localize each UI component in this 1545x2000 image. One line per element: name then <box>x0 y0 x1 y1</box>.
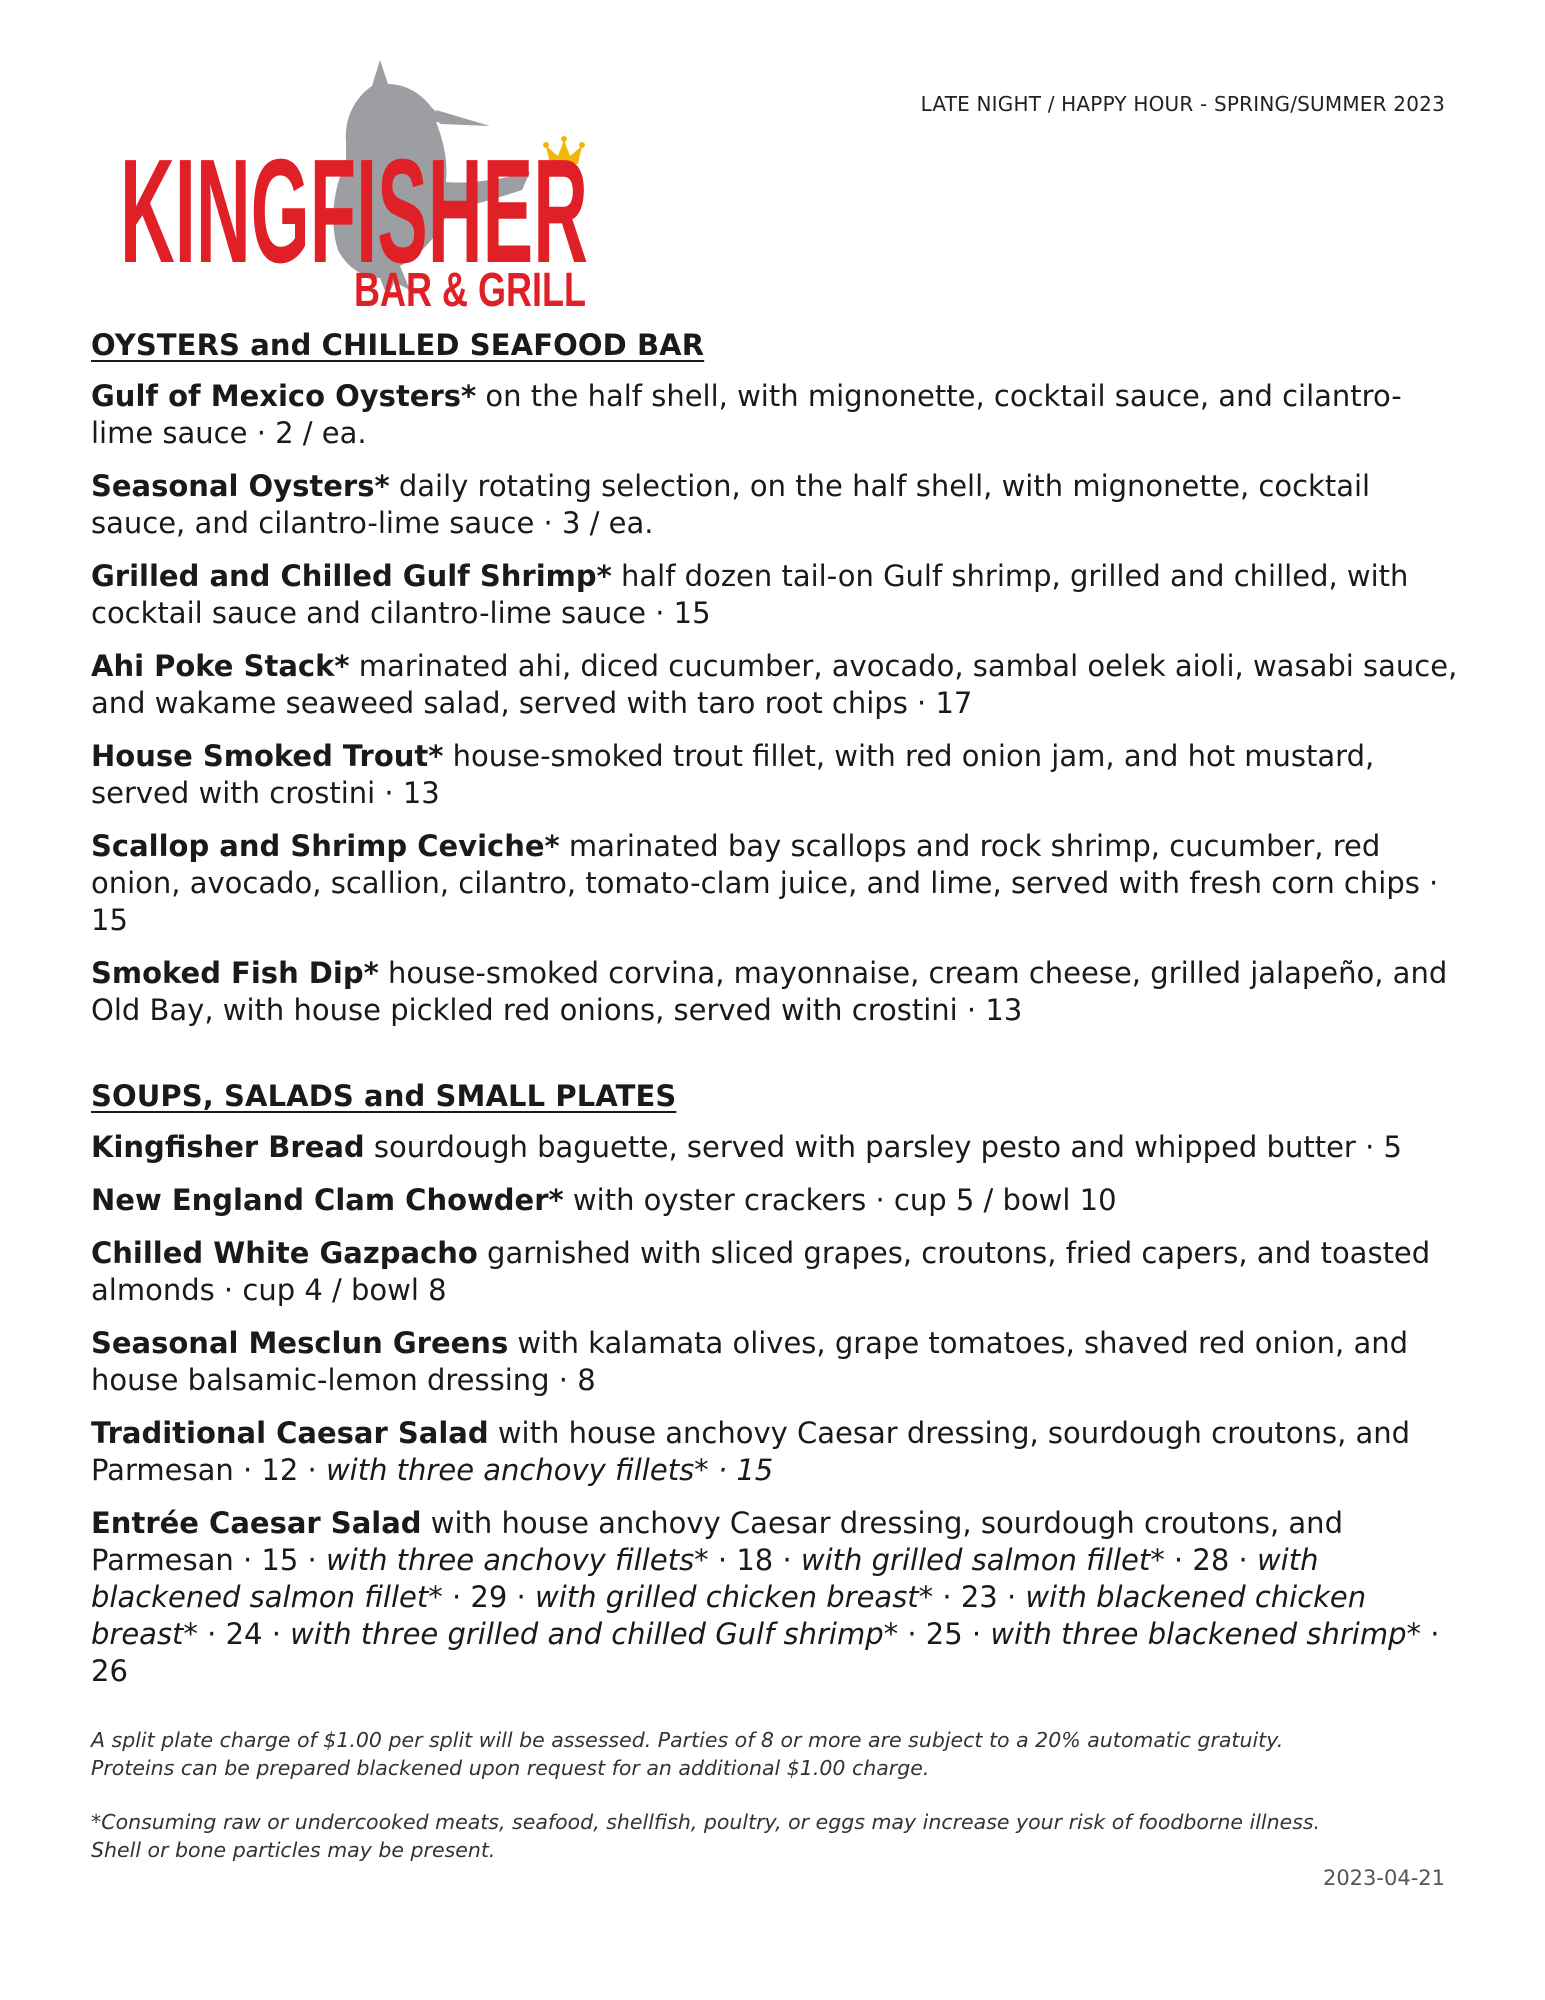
split-plate-note: A split plate charge of $1.00 per split will be assessed. Parties of 8 or more are subject to a 20% automatic gratuity. <box>91 1728 1284 1752</box>
item-name: Gulf of Mexico Oysters* <box>91 379 477 413</box>
option-price: · 29 · <box>442 1580 535 1614</box>
item-name: Ahi Poke Stack* <box>91 649 350 683</box>
menu-item-mesclun-greens <box>91 1325 1461 1399</box>
menu-item-clam-chowder <box>91 1182 1461 1219</box>
item-option: with blackened chicken breast* <box>91 1580 1367 1651</box>
item-description: with house anchovy Caesar dressing, sourdough croutons, and Parmesan · 15 · <box>91 1506 1343 1577</box>
item-description: house-smoked trout fillet, with red onion jam, and hot mustard, served with crostini · 13 <box>91 739 1375 810</box>
menu-item-entree-caesar <box>91 1505 1461 1690</box>
menu-item-white-gazpacho <box>91 1235 1461 1309</box>
item-option: with grilled chicken breast* <box>534 1580 934 1614</box>
item-name: Seasonal Mesclun Greens <box>91 1326 509 1360</box>
option-price: · 18 · <box>708 1543 801 1577</box>
menu-item-gulf-shrimp <box>91 558 1461 632</box>
item-description: sourdough baguette, served with parsley pesto and whipped butter · 5 <box>364 1130 1402 1164</box>
item-name: House Smoked Trout* <box>91 739 444 773</box>
item-name: Chilled White Gazpacho <box>91 1236 478 1270</box>
menu-item-ceviche <box>91 828 1461 939</box>
menu-item-smoked-fish-dip <box>91 955 1461 1029</box>
option-price: · 23 · <box>933 1580 1026 1614</box>
section-oysters-chilled-seafood <box>91 328 1461 1029</box>
item-name: Kingfisher Bread <box>91 1130 365 1164</box>
item-description: marinated bay scallops and rock shrimp, cucumber, red onion, avocado, scallion, cilantro, tomato-clam juice, and lime, served with fresh corn chips · 15 <box>91 829 1439 937</box>
item-name: Smoked Fish Dip* <box>91 956 379 990</box>
item-description: daily rotating selection, on the half shell, with mignonette, cocktail sauce, and cilantro-lime sauce · 3 / ea. <box>91 469 1371 540</box>
item-description: on the half shell, with mignonette, cocktail sauce, and cilantro-lime sauce · 2 / ea. <box>91 379 1402 450</box>
item-option: with three anchovy fillets* · 15 <box>325 1453 774 1487</box>
menu-item-ahi-poke-stack <box>91 648 1461 722</box>
item-description: with house anchovy Caesar dressing, sourdough croutons, and Parmesan · 12 · <box>91 1416 1411 1487</box>
item-description: marinated ahi, diced cucumber, avocado, sambal oelek aioli, wasabi sauce, and wakame seaweed salad, served with taro root chips · 17 <box>91 649 1458 720</box>
document-date: 2023-04-21 <box>1322 1866 1445 1890</box>
item-description: with oyster crackers · cup 5 / bowl 10 <box>563 1183 1117 1217</box>
section-soups-salads-small-plates <box>91 1079 1461 1690</box>
section-title: SOUPS, SALADS and SMALL PLATES <box>91 1079 677 1113</box>
item-name: Entrée Caesar Salad <box>91 1506 422 1540</box>
shell-bone-note: Shell or bone particles may be present. <box>91 1838 496 1862</box>
item-description: house-smoked corvina, mayonnaise, cream cheese, grilled jalapeño, and Old Bay, with house pickled red onions, served with crostini · 13 <box>91 956 1448 1027</box>
menu-item-seasonal-oysters <box>91 468 1461 542</box>
menu-footnotes <box>91 1726 1461 1864</box>
option-price: · 26 <box>91 1617 1440 1688</box>
option-price: · 25 · <box>898 1617 991 1651</box>
option-price: · 28 · <box>1164 1543 1257 1577</box>
item-name: Scallop and Shrimp Ceviche* <box>91 829 560 863</box>
logo-wordmark: KINGFISHER <box>120 129 588 294</box>
item-option: with grilled salmon fillet* <box>800 1543 1165 1577</box>
menu-item-smoked-trout <box>91 738 1461 812</box>
item-option: with three anchovy fillets* <box>325 1543 709 1577</box>
item-description: garnished with sliced grapes, croutons, fried capers, and toasted almonds · cup 4 / bowl 8 <box>91 1236 1431 1307</box>
item-option: with blackened salmon fillet* <box>91 1543 1319 1614</box>
kingfisher-logo <box>118 50 608 312</box>
menu-item-kingfisher-bread <box>91 1129 1461 1166</box>
section-title: OYSTERS and CHILLED SEAFOOD BAR <box>91 328 705 362</box>
item-name: Grilled and Chilled Gulf Shrimp* <box>91 559 612 593</box>
consumer-advisory: *Consuming raw or undercooked meats, seafood, shellfish, poultry, or eggs may increase your risk of foodborne illness. <box>91 1810 1321 1834</box>
item-description: half dozen tail-on Gulf shrimp, grilled and chilled, with cocktail sauce and cilantro-lime sauce · 15 <box>91 559 1409 630</box>
menu-content <box>91 328 1461 1706</box>
logo-subtitle: BAR & GRILL <box>354 264 586 312</box>
item-name: Traditional Caesar Salad <box>91 1416 489 1450</box>
option-price: · 24 · <box>197 1617 291 1651</box>
item-option: with three blackened shrimp* <box>990 1617 1421 1651</box>
item-name: Seasonal Oysters* <box>91 469 390 503</box>
menu-season-label: LATE NIGHT / HAPPY HOUR - SPRING/SUMMER 2023 <box>920 92 1445 116</box>
menu-item-traditional-caesar <box>91 1415 1461 1489</box>
blackened-note: Proteins can be prepared blackened upon request for an additional $1.00 charge. <box>91 1756 930 1780</box>
menu-item-gulf-oysters <box>91 378 1461 452</box>
item-option: with three grilled and chilled Gulf shrimp* <box>290 1617 899 1651</box>
item-description: with kalamata olives, grape tomatoes, shaved red onion, and house balsamic-lemon dressing · 8 <box>91 1326 1408 1397</box>
item-name: New England Clam Chowder* <box>91 1183 564 1217</box>
